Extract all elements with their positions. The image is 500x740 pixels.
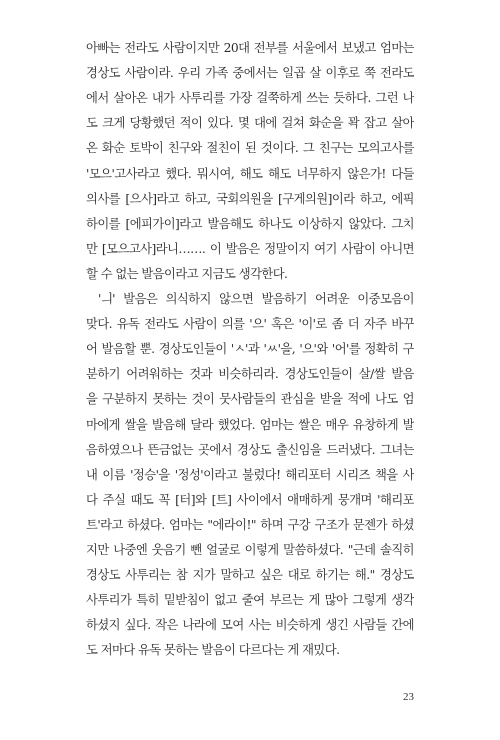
text-line: 사투리가 특히 밑받침이 없고 줄여 부르는 게 많아 그렇게 생각 (86, 593, 414, 608)
text-line: 경상도 사람이라. 우리 가족 중에서는 일곱 살 이후로 쭉 전라도 (86, 66, 414, 81)
text-line: 하이를 [에피가이]라고 발음해도 하나도 이상하지 않았다. 그치 (86, 216, 414, 231)
text-line: 트'라고 하셨다. 엄마는 "에라이!" 하며 구강 구조가 문젠가 하셨 (86, 517, 414, 532)
text-line: 만 [모으고사]라니……. 이 발음은 정말이지 여기 사람이 아니면 (86, 241, 414, 256)
text-line: 아빠는 전라도 사람이지만 20대 전부를 서울에서 보냈고 엄마는 (86, 41, 414, 55)
text-line: 에서 살아온 내가 사투리를 가장 걸쭉하게 쓰는 듯하다. 그런 나 (86, 91, 414, 106)
text-line: 음하였으나 뜬금없는 곳에서 경상도 출신임을 드러냈다. 그녀는 (86, 442, 414, 457)
text-line: 어 발음할 뿐. 경상도인들이 'ㅅ'과 'ㅆ'을, '으'와 '어'를 정확히 구 (86, 342, 414, 357)
text-line: '모으'고사라고 했다. 뭐시여, 해도 해도 너무하지 않은가! 다들 (86, 166, 414, 181)
text-line: 하셨지 싶다. 작은 나라에 모여 사는 비슷하게 생긴 사람들 간에 (86, 618, 414, 633)
text-line: 도 크게 당황했던 적이 있다. 몇 대에 걸쳐 화순을 꽉 잡고 살아 (86, 116, 414, 131)
text-line: 내 이름 '정승'을 '정성'이라고 불렀다! 해리포터 시리즈 책을 사 (86, 467, 414, 482)
text-line: 의사를 [으사]라고 하고, 국회의원을 [구게의원]이라 하고, 에픽 (86, 191, 414, 206)
text-line: 도 저마다 유독 못하는 발음이 다르다는 게 재밌다. (86, 643, 340, 658)
page-number: 23 (403, 691, 414, 703)
text-line: 마에게 쌀을 발음해 달라 했었다. 엄마는 쌀은 매우 유창하게 발 (86, 417, 414, 432)
text-line: 분하기 어려워하는 것과 비슷하리라. 경상도인들이 살/쌀 발음 (86, 367, 414, 382)
text-line: 을 구분하지 못하는 것이 뭇사람들의 관심을 받을 적에 나도 엄 (86, 392, 414, 407)
text-line: 지만 나중엔 웃음기 뺀 얼굴로 이렇게 말씀하셨다. "근데 솔직히 (86, 543, 414, 557)
text-line: 맞다. 유독 전라도 사람이 의를 '으' 혹은 '이'로 좀 더 자주 바꾸 (86, 317, 414, 332)
text-line: 경상도 사투리는 참 지가 말하고 싶은 대로 하기는 해." 경상도 (86, 568, 414, 583)
text-line: 다 주실 때도 꼭 [터]와 [트] 사이에서 애매하게 뭉개며 '해리포 (86, 492, 414, 507)
text-line: 'ㅢ' 발음은 의식하지 않으면 발음하기 어려운 이중모음이 (98, 292, 414, 306)
text-line: 온 화순 토박이 친구와 절친이 된 것이다. 그 친구는 모의고사를 (86, 141, 414, 156)
text-line: 할 수 없는 발음이라고 지금도 생각한다. (86, 266, 288, 281)
